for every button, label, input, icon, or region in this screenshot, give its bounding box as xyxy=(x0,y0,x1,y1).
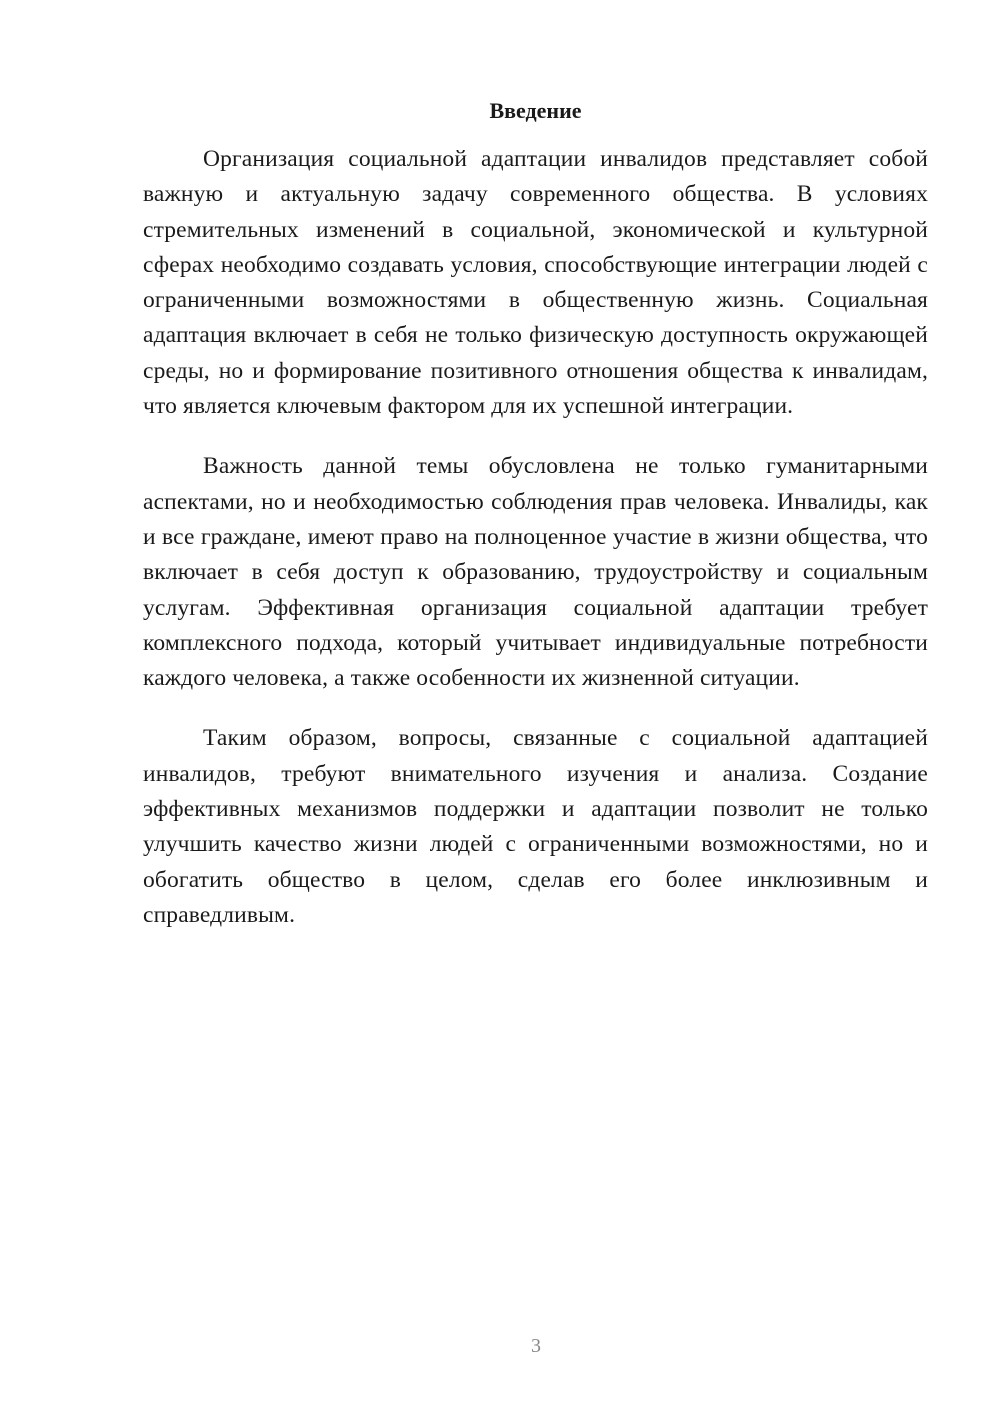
paragraph-3: Таким образом, вопросы, связанные с социальной адаптацией инвалидов, требуют внимательного изучения и анализа. Создание эффективных механизмов поддержки и адаптации позволит не только улучшить качество жизни людей с ограниченными возможностями, но и обогатить общество в целом, сделав его более инклюзивным и справедливым. xyxy=(143,725,928,928)
page-number: 3 xyxy=(531,1335,541,1357)
body-text xyxy=(143,142,928,933)
paragraph-1: Организация социальной адаптации инвалидов представляет собой важную и актуальную задачу современного общества. В условиях стремительных изменений в социальной, экономической и культурной сферах необходимо создавать условия, способствующие интеграции людей с ограниченными возможностями в общественную жизнь. Социальная адаптация включает в себя не только физическую доступность окружающей среды, но и формирование позитивного отношения общества к инвалидам, что является ключевым фактором для их успешной интеграции. xyxy=(143,146,928,420)
page-title: Введение xyxy=(489,98,582,123)
paragraph-2: Важность данной темы обусловлена не только гуманитарными аспектами, но и необходимостью соблюдения прав человека. Инвалиды, как и все граждане, имеют право на полноценное участие в жизни общества, что включает в себя доступ к образованию, трудоустройству и социальным услугам. Эффективная организация социальной адаптации требует комплексного подхода, который учитывает индивидуальные потребности каждого человека, а также особенности их жизненной ситуации. xyxy=(143,453,928,692)
